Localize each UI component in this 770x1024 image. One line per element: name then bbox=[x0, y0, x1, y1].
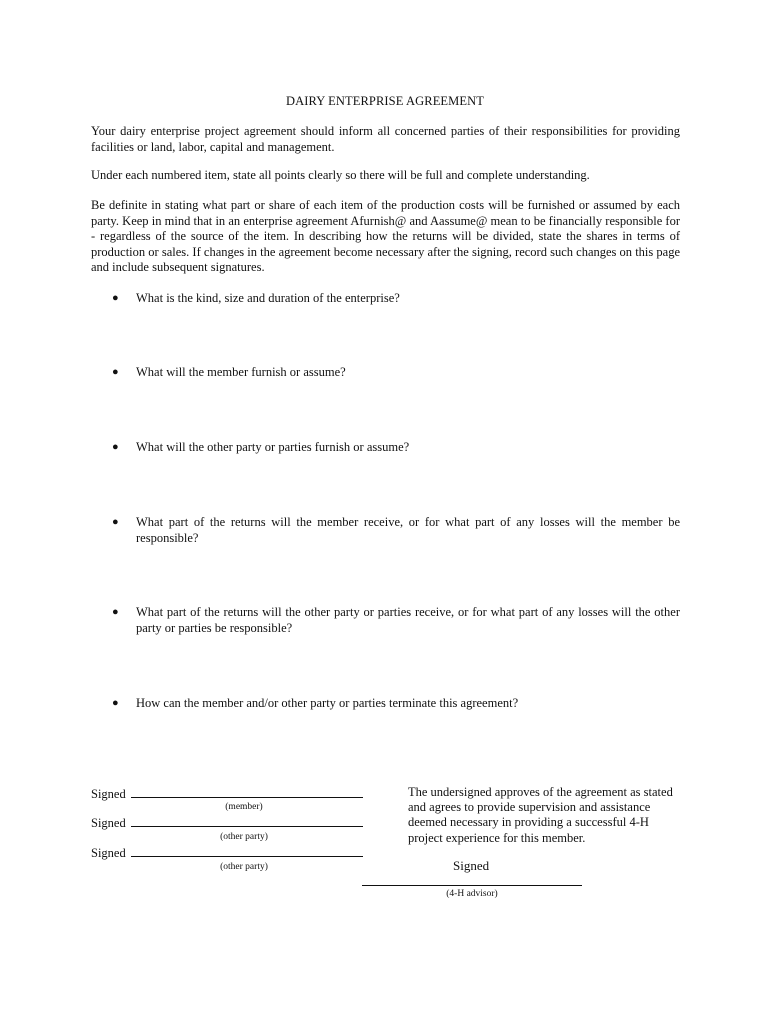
question-text: What is the kind, size and duration of the enterprise? bbox=[136, 291, 400, 305]
question-text: What will the other party or parties furnish or assume? bbox=[136, 440, 410, 454]
question-item bbox=[112, 290, 680, 306]
intro-paragraph: Your dairy enterprise project agreement should inform all concerned parties of their responsibilities for providing facilities or land, labor, capital and management. bbox=[91, 124, 680, 154]
signature-caption: (other party) bbox=[220, 832, 268, 842]
other-party-signature-line bbox=[91, 845, 363, 861]
signature-field[interactable] bbox=[131, 845, 363, 857]
signed-label: Signed bbox=[91, 846, 126, 860]
signature-field[interactable] bbox=[131, 815, 363, 827]
advisor-signed-label: Signed bbox=[453, 858, 490, 873]
member-signature-line bbox=[91, 786, 363, 802]
signature-caption: (member) bbox=[225, 802, 263, 812]
other-party-signature-line bbox=[91, 815, 363, 831]
bullet-icon: ● bbox=[112, 441, 119, 453]
signed-label: Signed bbox=[91, 816, 126, 830]
advisor-signature-field[interactable] bbox=[362, 874, 582, 886]
bullet-icon: ● bbox=[112, 516, 119, 528]
signature-caption: (other party) bbox=[220, 862, 268, 872]
bullet-icon: ● bbox=[112, 292, 119, 304]
question-text: What part of the returns will the member receive, or for what part of any losses will the member be responsible? bbox=[136, 515, 680, 545]
question-text: How can the member and/or other party or parties terminate this agreement? bbox=[136, 696, 519, 710]
question-text: What will the member furnish or assume? bbox=[136, 365, 346, 379]
definition-paragraph: Be definite in stating what part or share of each item of the production costs will be furnished or assumed by each party. Keep in mind that in an enterprise agreement Afurnish@ and Aassume@ mean to be financially responsible for - regardless of the source of the item. In describing how the returns will be divided, state the shares in terms of production or sales. If changes in the agreement become necessary after the signing, record such changes on this page and include subsequent signatures. bbox=[91, 198, 680, 274]
instruction-paragraph: Under each numbered item, state all points clearly so there will be full and complete understanding. bbox=[91, 168, 590, 182]
advisor-signature-caption: (4-H advisor) bbox=[446, 889, 498, 899]
advisor-approval-text: The undersigned approves of the agreement as stated and agrees to provide supervision and assistance deemed necessary in providing a successful 4-H project experience for this member. bbox=[408, 785, 673, 845]
question-item bbox=[112, 695, 680, 711]
signed-label: Signed bbox=[91, 787, 126, 801]
document-title: DAIRY ENTERPRISE AGREEMENT bbox=[286, 94, 484, 108]
question-item bbox=[112, 514, 680, 546]
question-text: What part of the returns will the other party or parties receive, or for what part of any losses will the other party or parties be responsible? bbox=[136, 605, 680, 635]
bullet-icon: ● bbox=[112, 366, 119, 378]
bullet-icon: ● bbox=[112, 606, 119, 618]
question-item bbox=[112, 364, 680, 380]
bullet-icon: ● bbox=[112, 697, 119, 709]
signature-field[interactable] bbox=[131, 786, 363, 798]
question-item bbox=[112, 604, 680, 636]
question-item bbox=[112, 439, 680, 455]
